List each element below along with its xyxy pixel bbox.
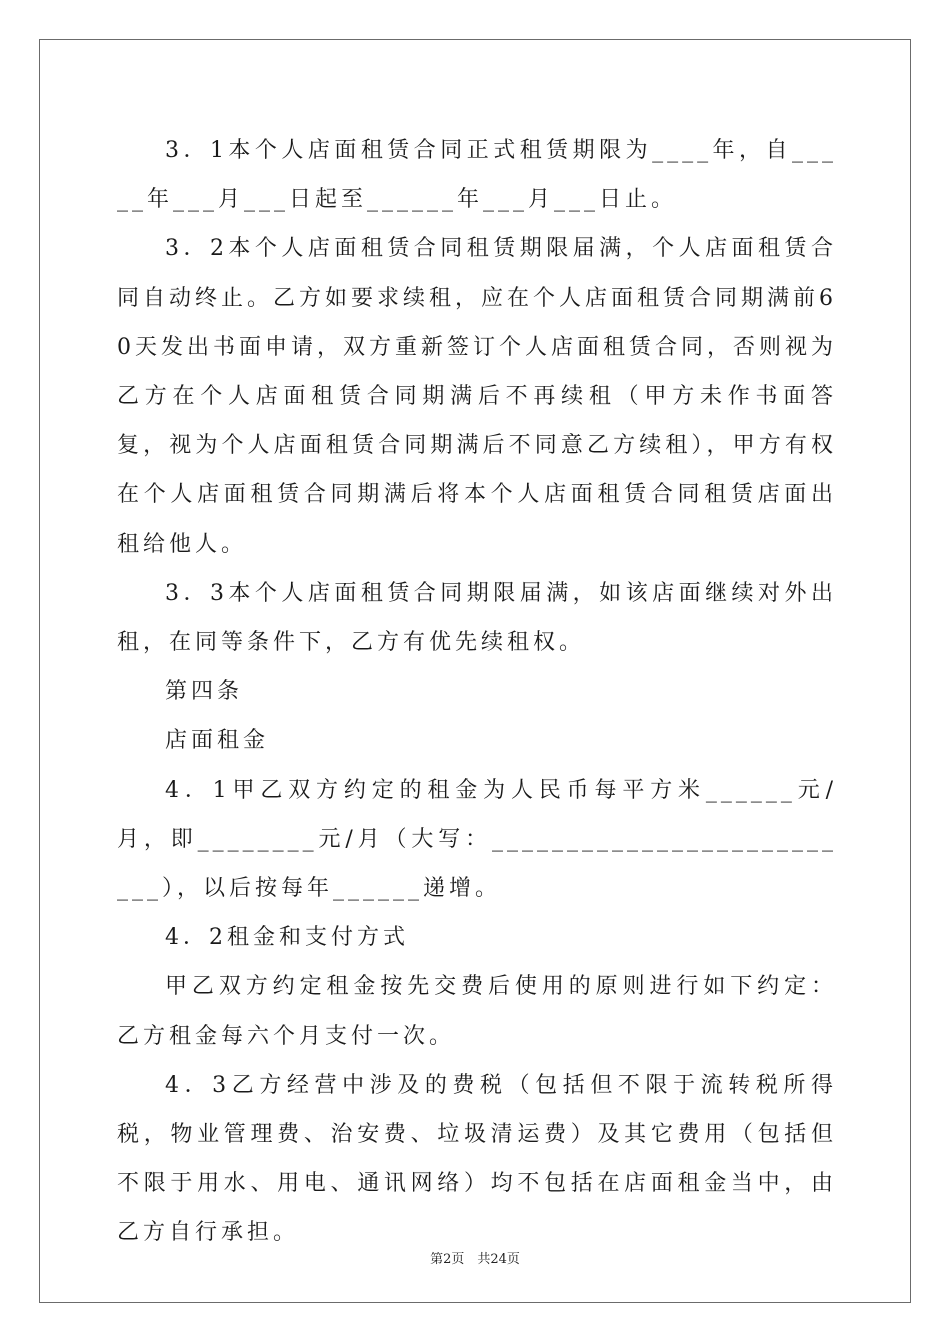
article-heading: 第四条: [165, 679, 244, 705]
clause-4-3: 4．3乙方经营中涉及的费税（包括但不限于流转税所得税，物业管理费、治安费、垃圾清运费）及其它费用（包括但不限于用水、用电、通讯网络）均不包括在店面租金当中，由乙方自行承担。: [117, 1072, 837, 1246]
clause-3-1: 3．1本个人店面租赁合同正式租赁期限为____年，自_____年___月___日起至______年___月___日止。: [117, 138, 837, 213]
document-body: [117, 126, 837, 1258]
clause-3-2: 3．2本个人店面租赁合同租赁期限届满，个人店面租赁合同自动终止。乙方如要求续租，应在个人店面租赁合同期满前60天发出书面申请，双方重新签订个人店面租赁合同，否则视为乙方在个人店面租赁合同期满后不再续租（甲方未作书面答复，视为个人店面租赁合同期满后不同意乙方续租），甲方有权在个人店面租赁合同期满后将本个人店面租赁合同租赁店面出租给他人。: [117, 236, 837, 557]
clause-4-2: 4．2租金和支付方式: [165, 925, 409, 951]
section-title: 店面租金: [165, 728, 270, 754]
page-footer: 第2页 共24页: [430, 1252, 520, 1267]
payment-terms: 甲乙双方约定租金按先交费后使用的原则进行如下约定：乙方租金每六个月支付一次。: [117, 974, 837, 1049]
clause-4-1: 4．1甲乙双方约定的租金为人民币每平方米______元/月，即________元/月（大写：__________________________），以后按每年______递增。: [117, 777, 837, 902]
clause-3-3: 3．3本个人店面租赁合同期限届满，如该店面继续对外出租，在同等条件下，乙方有优先续租权。: [117, 580, 837, 656]
